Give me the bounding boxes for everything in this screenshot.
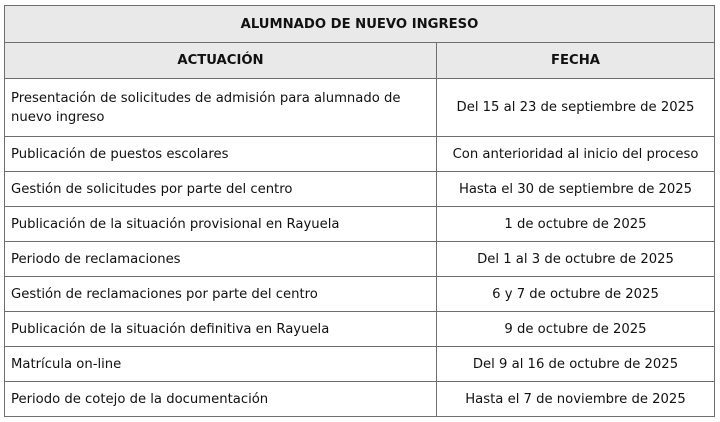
table-row: [5, 312, 715, 347]
cell-actuacion: Presentación de solicitudes de admisión para alumnado de nuevo ingreso: [5, 79, 437, 137]
table-row: [5, 242, 715, 277]
cell-actuacion: Publicación de la situación provisional en Rayuela: [5, 207, 437, 242]
cell-fecha: 6 y 7 de octubre de 2025: [437, 277, 715, 312]
cell-fecha: Del 1 al 3 de octubre de 2025: [437, 242, 715, 277]
table-title-row: [5, 6, 715, 43]
cell-actuacion: Periodo de reclamaciones: [5, 242, 437, 277]
cell-fecha: Del 15 al 23 de septiembre de 2025: [437, 79, 715, 137]
cell-actuacion: Gestión de reclamaciones por parte del centro: [5, 277, 437, 312]
table-row: [5, 277, 715, 312]
cell-actuacion: Matrícula on-line: [5, 347, 437, 382]
cell-fecha: Del 9 al 16 de octubre de 2025: [437, 347, 715, 382]
table-row: [5, 207, 715, 242]
cell-fecha: Hasta el 7 de noviembre de 2025: [437, 382, 715, 417]
schedule-table: [4, 5, 715, 417]
table-row: [5, 79, 715, 137]
column-header-fecha: FECHA: [437, 43, 715, 79]
cell-fecha: 1 de octubre de 2025: [437, 207, 715, 242]
column-header-actuacion: ACTUACIÓN: [5, 43, 437, 79]
table-row: [5, 137, 715, 172]
table-row: [5, 172, 715, 207]
cell-fecha: Con anterioridad al inicio del proceso: [437, 137, 715, 172]
cell-fecha: 9 de octubre de 2025: [437, 312, 715, 347]
cell-actuacion: Periodo de cotejo de la documentación: [5, 382, 437, 417]
table-header-row: [5, 43, 715, 79]
table-title: ALUMNADO DE NUEVO INGRESO: [5, 6, 715, 43]
cell-fecha: Hasta el 30 de septiembre de 2025: [437, 172, 715, 207]
admission-schedule: [4, 5, 714, 417]
cell-actuacion: Publicación de la situación definitiva en Rayuela: [5, 312, 437, 347]
table-row: [5, 382, 715, 417]
table-row: [5, 347, 715, 382]
cell-actuacion: Gestión de solicitudes por parte del centro: [5, 172, 437, 207]
cell-actuacion: Publicación de puestos escolares: [5, 137, 437, 172]
